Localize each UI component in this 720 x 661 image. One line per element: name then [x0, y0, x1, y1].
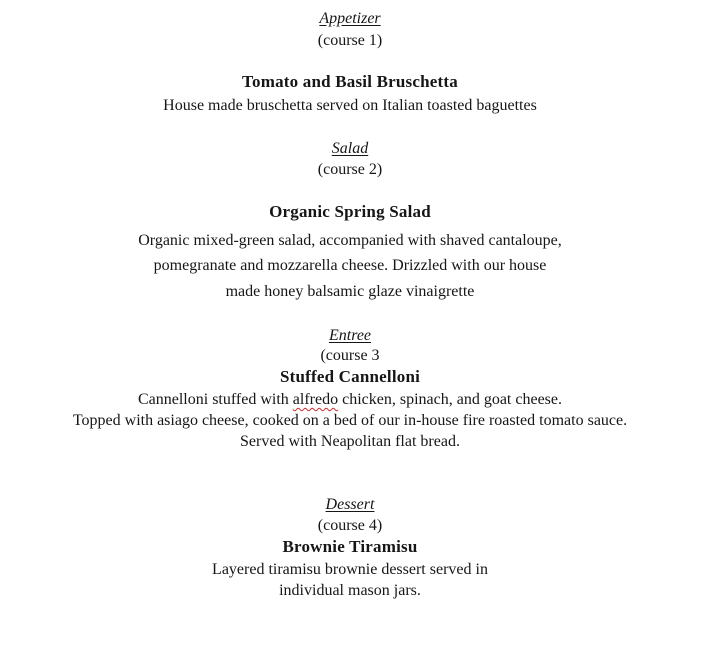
- dish-description-line: individual mason jars.: [279, 582, 421, 599]
- description-text: Cannelloni stuffed with: [137, 391, 293, 408]
- course-number: (course 2): [317, 161, 383, 178]
- dish-description-line: Organic mixed-green salad, accompanied with shaved cantaloupe,: [138, 232, 562, 249]
- dish-description-line: pomegranate and mozzarella cheese. Drizzled with our house: [153, 257, 547, 274]
- course-category: Salad: [331, 140, 369, 157]
- course-number: (course 3: [320, 347, 380, 364]
- course-category: Appetizer: [319, 10, 381, 27]
- course-category: Entree: [328, 327, 372, 344]
- course-number: (course 1): [317, 32, 383, 49]
- dish-title: Organic Spring Salad: [269, 202, 431, 221]
- dish-title: Stuffed Cannelloni: [279, 367, 421, 386]
- dish-description-line: made honey balsamic glaze vinaigrette: [225, 283, 475, 300]
- dish-title: Tomato and Basil Bruschetta: [242, 72, 458, 91]
- dish-description-line: Layered tiramisu brownie dessert served in: [212, 561, 488, 578]
- course-category: Dessert: [325, 496, 375, 513]
- description-text: chicken, spinach, and goat cheese.: [338, 391, 562, 408]
- dish-description-line: Topped with asiago cheese, cooked on a bed of our in-house fire roasted tomato sauce.: [72, 412, 628, 429]
- course-number: (course 4): [317, 517, 383, 534]
- spellcheck-flagged-word: alfredo: [292, 391, 339, 408]
- dish-description-line: [0, 390, 700, 410]
- dish-title: Brownie Tiramisu: [282, 537, 418, 556]
- dish-description-line: House made bruschetta served on Italian toasted baguettes: [163, 97, 537, 114]
- dish-description-line: Served with Neapolitan flat bread.: [240, 433, 460, 450]
